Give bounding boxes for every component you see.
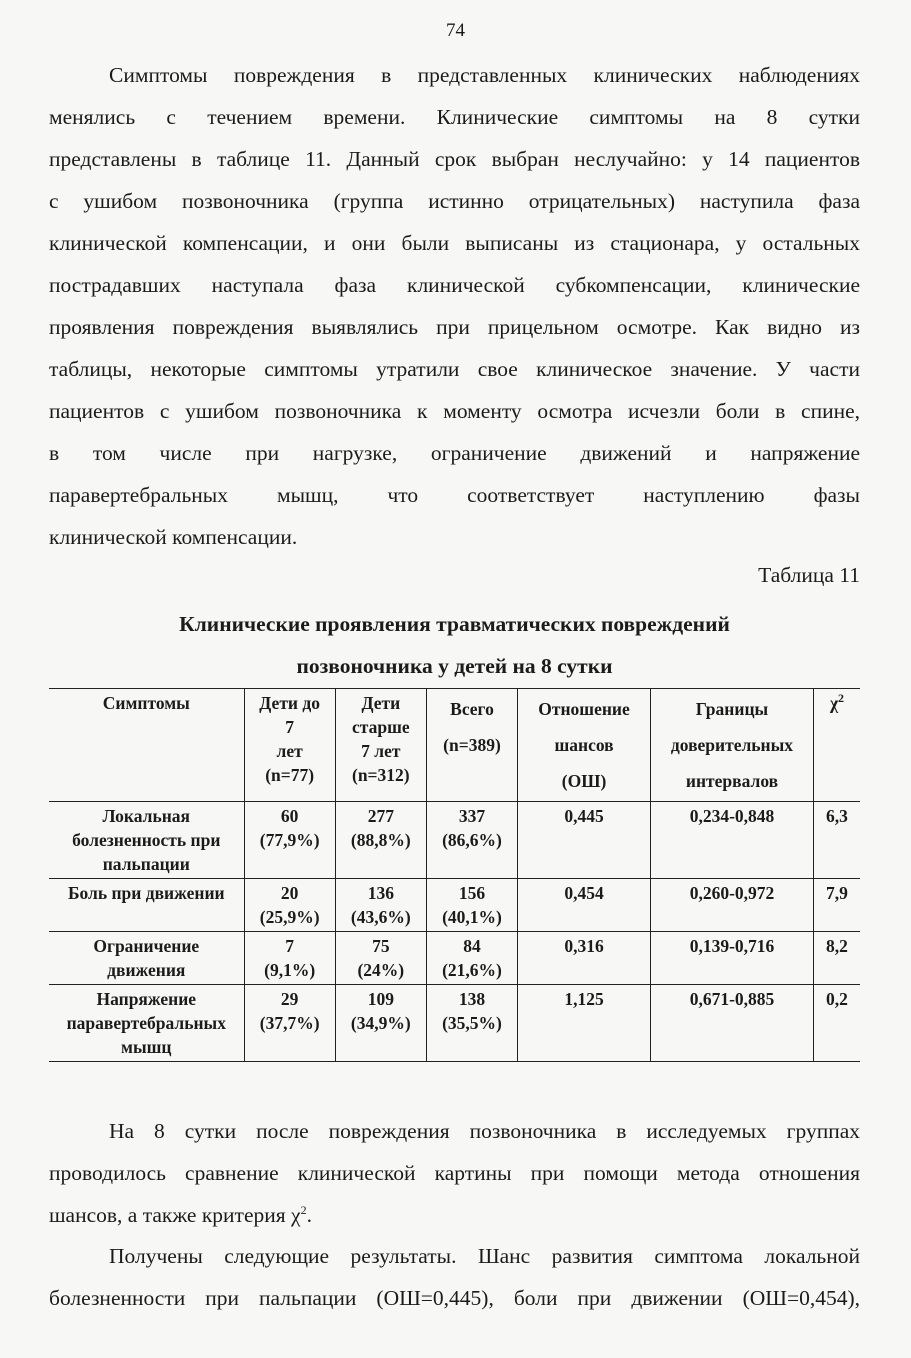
text-line: менялись с течением времени. Клинические симптомы на 8 сутки	[49, 105, 860, 129]
header-symptoms: Симптомы	[49, 689, 244, 802]
odds-ratio-cell: 0,445	[518, 802, 651, 879]
table-title	[49, 603, 860, 687]
page-number: 74	[446, 20, 465, 41]
symptoms-table	[49, 688, 860, 1062]
header-confidence-interval: Границы доверительных интервалов	[651, 689, 814, 802]
text-line: шансов, а также критерия $\chi^2$.	[49, 1202, 312, 1227]
chi-cell: 7,9	[813, 879, 860, 932]
symptom-cell: Боль при движении	[49, 879, 244, 932]
total-cell: 84 (21,6%)	[426, 932, 517, 985]
table-title-line: Клинические проявления травматических повреждений	[179, 612, 730, 636]
text-line: На 8 сутки после повреждения позвоночника в исследуемых группах	[109, 1119, 860, 1143]
under7-cell: 60 (77,9%)	[244, 802, 335, 879]
odds-ratio-cell: 1,125	[518, 985, 651, 1062]
text-line: таблицы, некоторые симптомы утратили свое клиническое значение. У части	[49, 357, 860, 381]
symptom-cell: Локальная болезненность при пальпации	[49, 802, 244, 879]
table-row	[49, 802, 860, 879]
text-line: пациентов с ушибом позвоночника к моменту осмотра исчезли боли в спине,	[49, 399, 860, 423]
paragraph-2	[49, 1110, 860, 1236]
paragraph-1	[49, 54, 860, 558]
over7-cell: 277 (88,8%)	[335, 802, 426, 879]
text-line: Получены следующие результаты. Шанс развития симптома локальной	[109, 1244, 860, 1268]
header-odds-ratio: Отношение шансов (ОШ)	[518, 689, 651, 802]
text-line: клинической компенсации.	[49, 525, 298, 549]
chi-cell: 0,2	[813, 985, 860, 1062]
text-line: клинической компенсации, и они были выписаны из стационара, у остальных	[49, 231, 860, 255]
under7-cell: 29 (37,7%)	[244, 985, 335, 1062]
text-line: с ушибом позвоночника (группа истинно отрицательных) наступила фаза	[49, 189, 860, 213]
chi-cell: 6,3	[813, 802, 860, 879]
symptom-cell: Напряжение паравертебральных мышц	[49, 985, 244, 1062]
ci-cell: 0,139-0,716	[651, 932, 814, 985]
text-line: пострадавших наступала фаза клинической субкомпенсации, клинические	[49, 273, 860, 297]
ci-cell: 0,260-0,972	[651, 879, 814, 932]
text-line: в том числе при нагрузке, ограничение движений и напряжение	[49, 441, 860, 465]
ci-cell: 0,234-0,848	[651, 802, 814, 879]
under7-cell: 7 (9,1%)	[244, 932, 335, 985]
table-row	[49, 985, 860, 1062]
chi-cell: 8,2	[813, 932, 860, 985]
header-chi-square: $\chi^2$	[813, 689, 860, 802]
over7-cell: 109 (34,9%)	[335, 985, 426, 1062]
table-label: Таблица 11	[758, 563, 860, 587]
text-line: проявления повреждения выявлялись при прицельном осмотре. Как видно из	[49, 315, 860, 339]
table-row	[49, 932, 860, 985]
table-row	[49, 879, 860, 932]
total-cell: 156 (40,1%)	[426, 879, 517, 932]
over7-cell: 75 (24%)	[335, 932, 426, 985]
text-line: представлены в таблице 11. Данный срок выбран неслучайно: у 14 пациентов	[49, 147, 860, 171]
total-cell: 138 (35,5%)	[426, 985, 517, 1062]
header-total: Всего (n=389)	[426, 689, 517, 802]
text-line: проводилось сравнение клинической картины при помощи метода отношения	[49, 1161, 860, 1185]
symptom-cell: Ограничение движения	[49, 932, 244, 985]
text-line: болезненности при пальпации (ОШ=0,445), боли при движении (ОШ=0,454),	[49, 1286, 860, 1310]
header-children-over7: Дети старше 7 лет (n=312)	[335, 689, 426, 802]
ci-cell: 0,671-0,885	[651, 985, 814, 1062]
over7-cell: 136 (43,6%)	[335, 879, 426, 932]
under7-cell: 20 (25,9%)	[244, 879, 335, 932]
header-children-under7: Дети до 7 лет (n=77)	[244, 689, 335, 802]
text-line: Симптомы повреждения в представленных клинических наблюдениях	[109, 63, 860, 87]
table-header-row	[49, 689, 860, 802]
table-title-line: позвоночника у детей на 8 сутки	[296, 654, 613, 678]
paragraph-3	[49, 1235, 860, 1319]
text-line: паравертебральных мышц, что соответствует наступлению фазы	[49, 483, 860, 507]
chi-superscript: 2	[300, 1202, 307, 1217]
total-cell: 337 (86,6%)	[426, 802, 517, 879]
odds-ratio-cell: 0,454	[518, 879, 651, 932]
odds-ratio-cell: 0,316	[518, 932, 651, 985]
